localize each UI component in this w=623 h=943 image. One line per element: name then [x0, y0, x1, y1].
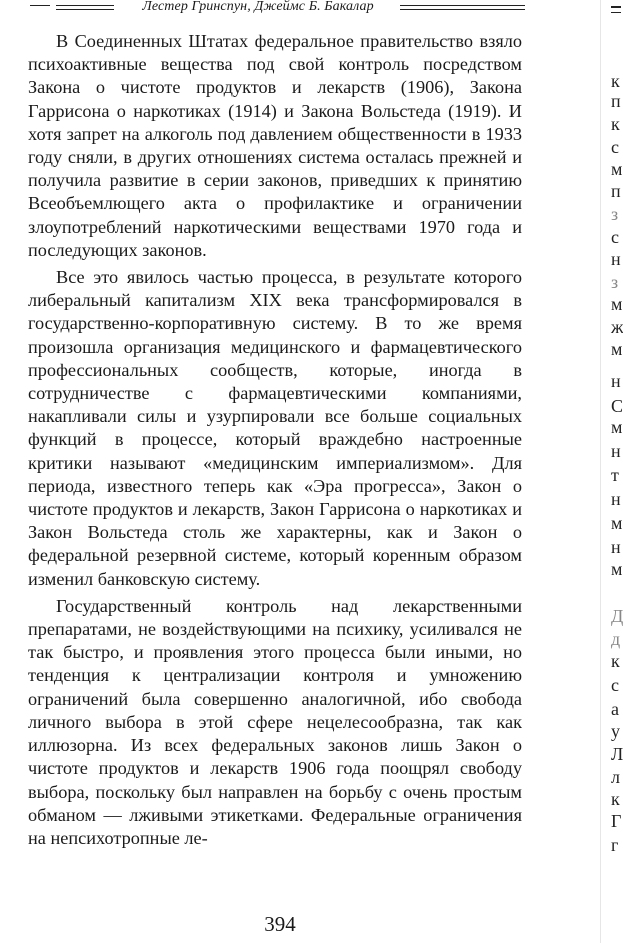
adjacent-page-edge [600, 0, 621, 943]
adjacent-letter: к [611, 651, 620, 671]
adjacent-letter: з [611, 204, 619, 224]
adjacent-letter: н [611, 249, 621, 269]
adjacent-letter: к [611, 114, 620, 134]
adjacent-letter: п [611, 181, 621, 201]
adjacent-letter: к [611, 789, 620, 809]
paragraph-2: Все это явилось частью процесса, в результате которого либеральный капитализм XIX века трансформировался в государственно-корпоративную систему. В то же время произошла организация медицинского и фармацевтического профессиональных сообществ, которые, иногда в сотрудничестве с фармацевтическими компаниями, накапливали силы и узурпировали все больше социальных функций в процессе, который враждебно настроенные критики называют «медицинским империализмом». Для периода, известного теперь как «Эра прогресса», Закон о чистоте продуктов и лекарств, Закон Гаррисона о наркотиках и Закон Вольстеда столь же характерны, как и Закон о федеральной резервной системе, который коренным образом изменил банковскую систему. [28, 267, 522, 589]
adjacent-letter: н [611, 537, 621, 557]
adjacent-letter: н [611, 371, 621, 391]
adjacent-letter: Г [611, 811, 622, 831]
adjacent-letter: н [611, 441, 621, 461]
adjacent-letter: м [611, 294, 623, 314]
adjacent-letter: т [611, 465, 619, 485]
adjacent-header-mark-2 [611, 12, 621, 13]
adjacent-letter: г [611, 835, 619, 855]
adjacent-letter: м [611, 339, 623, 359]
header-rule-left-2 [56, 5, 114, 6]
adjacent-letter: д [611, 629, 621, 649]
paragraph-1: В Соединенных Штатах федеральное правительство взяло психоактивные вещества под свой контроль посредством Закона о чистоте продуктов и лекарств (1906), Закона Гаррисона о наркотиках (1914) и Закона Вольстеда (1919). И хотя запрет на алкоголь под давлением общественности в 1933 году сняли, в других отношениях система осталась прежней и получила развитие в серии законов, приведших к принятию Всеобъемлющего акта о профилактике и ограничении злоупотреблений наркотическими веществами 1970 года и последующих законов. [28, 31, 522, 260]
adjacent-letter: п [611, 91, 621, 111]
header-rule-left-3 [56, 9, 114, 10]
page-body [28, 30, 522, 850]
adjacent-letter: з [611, 272, 619, 292]
adjacent-letter: м [611, 159, 623, 179]
paragraph-3: Государственный контроль над лекарственными препаратами, не воздействующими на психику, усиливался не так быстро, и проявления этого процесса были иными, но тенденция к централизации контроля и умножению ограничений была совершенно аналогичной, ибо свобода личного выбора в этой сфере нецелесообразна, так как иллюзорна. Из всех федеральных законов лишь Закон о чистоте продуктов и лекарств 1906 года поощрял свободу выбора, поскольку был направлен на борьбу с очень простым обманом — лживыми этикетками. Федеральные ограничения на непсихотропные ле- [28, 595, 522, 848]
adjacent-letter: с [611, 137, 619, 157]
adjacent-letter: ж [611, 317, 623, 337]
adjacent-letter: а [611, 699, 619, 719]
adjacent-letter: С [611, 396, 623, 416]
adjacent-letter: л [611, 767, 620, 787]
adjacent-letter: с [611, 675, 619, 695]
running-title: Лестер Гринспун, Джеймс Б. Бакалар [142, 0, 374, 14]
adjacent-letter: Л [611, 744, 623, 764]
adjacent-letter: м [611, 559, 623, 579]
header-rule-right-2 [400, 9, 525, 10]
page-number: 394 [264, 912, 296, 936]
adjacent-letter: к [611, 71, 620, 91]
running-header [0, 0, 560, 18]
adjacent-letter: н [611, 489, 621, 509]
adjacent-letter: Д [611, 606, 623, 626]
adjacent-letter: м [611, 513, 623, 533]
adjacent-letter: у [611, 721, 620, 741]
header-rule-left [30, 5, 50, 6]
adjacent-header-mark [611, 6, 621, 8]
adjacent-letter: с [611, 227, 619, 247]
adjacent-letter: м [611, 417, 623, 437]
header-rule-right [400, 5, 525, 6]
